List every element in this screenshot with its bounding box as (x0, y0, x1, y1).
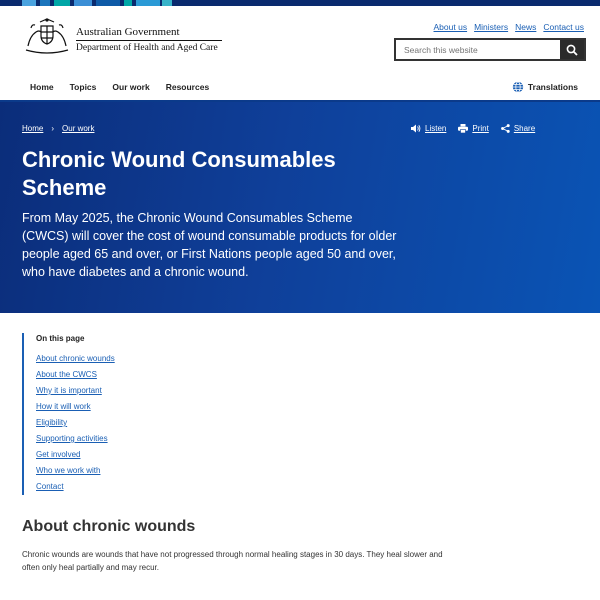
search-icon (566, 44, 578, 56)
anchor-link-get-involved[interactable]: Get involved (36, 450, 81, 459)
nav-item-resources[interactable]: Resources (165, 82, 210, 92)
search-input[interactable] (396, 40, 560, 59)
page-tools (411, 124, 535, 133)
agency-line-1: Australian Government (76, 26, 180, 38)
section-heading: About chronic wounds (22, 518, 196, 535)
anchor-link-about-the-cwcs[interactable]: About the CWCS (36, 370, 97, 379)
search-button[interactable] (560, 40, 584, 59)
anchor-link-contact[interactable]: Contact (36, 482, 64, 491)
page-hero (0, 102, 600, 313)
nav-item-topics[interactable]: Topics (69, 82, 97, 92)
about-us-link[interactable]: About us (433, 22, 468, 32)
agency-name (76, 26, 222, 54)
anchor-link-about-chronic-wounds[interactable]: About chronic wounds (36, 354, 115, 363)
print-button[interactable] (458, 124, 488, 133)
listen-label: Listen (425, 124, 447, 133)
on-this-page-nav (22, 333, 222, 495)
page-intro: From May 2025, the Chronic Wound Consumables Scheme (CWCS) will cover the cost of wound consumable products for older people aged 65 and over, or First Nations people aged 50 and over, who have diabetes and a chronic wound. (22, 211, 397, 279)
breadcrumb-home[interactable]: Home (22, 124, 44, 133)
agency-line-2: Department of Health and Aged Care (76, 43, 218, 53)
nav-item-our-work[interactable]: Our work (104, 76, 157, 106)
news-link[interactable]: News (515, 22, 537, 32)
contact-us-link[interactable]: Contact us (543, 22, 584, 32)
anchor-link-supporting-activities[interactable]: Supporting activities (36, 434, 108, 443)
speaker-icon (411, 124, 421, 133)
top-accent-bar (0, 0, 600, 6)
printer-icon (458, 124, 468, 133)
share-label: Share (513, 124, 536, 133)
translations-button[interactable] (512, 81, 578, 93)
breadcrumb-separator-icon: › (51, 124, 55, 133)
share-icon (501, 124, 510, 133)
share-button[interactable] (501, 124, 535, 133)
nav-item-home[interactable]: Home (30, 82, 54, 92)
coat-of-arms-icon (22, 16, 72, 56)
page-title: Chronic Wound Consumables Scheme (22, 147, 336, 200)
government-logo[interactable] (22, 16, 222, 56)
breadcrumb (22, 124, 94, 133)
translations-label: Translations (527, 82, 578, 92)
breadcrumb-our-work[interactable]: Our work (62, 124, 95, 133)
anchor-link-who-we-work-with[interactable]: Who we work with (36, 466, 101, 475)
anchor-link-why-it-is-important[interactable]: Why it is important (36, 386, 102, 395)
listen-button[interactable] (411, 124, 446, 133)
search-form (394, 38, 586, 61)
utility-links (434, 22, 584, 32)
on-this-page-heading: On this page (36, 334, 85, 343)
print-label: Print (472, 124, 489, 133)
section-body-text: Chronic wounds are wounds that have not progressed through normal healing stages in 30 days. They heal slower and often only heal partially and may recur. (22, 550, 443, 572)
ministers-link[interactable]: Ministers (474, 22, 509, 32)
anchor-link-how-it-will-work[interactable]: How it will work (36, 402, 91, 411)
globe-icon (512, 81, 524, 93)
anchor-link-eligibility[interactable]: Eligibility (36, 418, 68, 427)
